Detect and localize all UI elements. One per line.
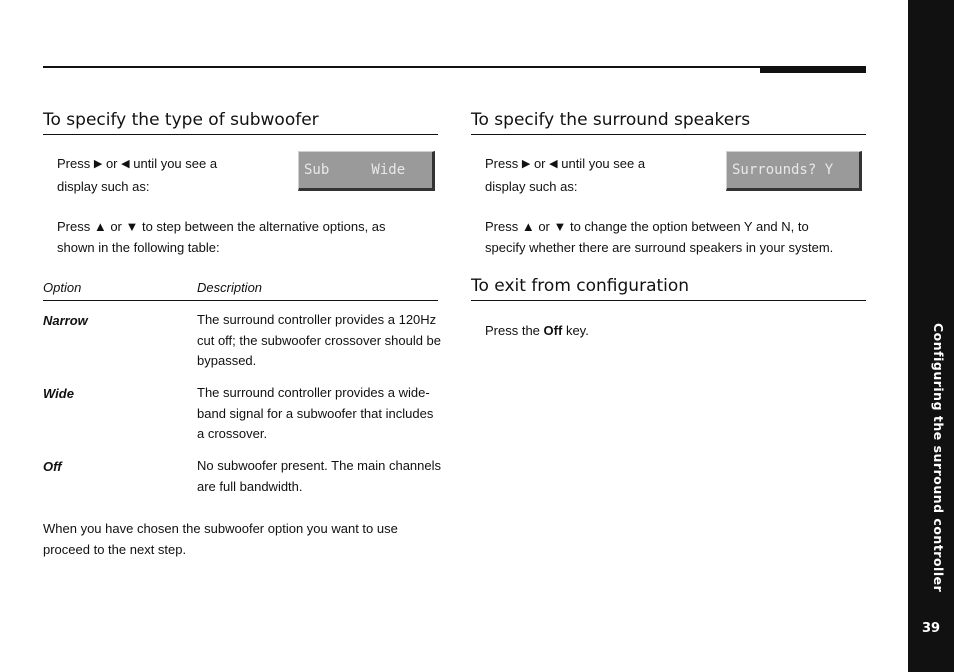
off-key-label: Off [543,323,563,338]
intro-display-label: display such as: [57,179,150,194]
intro-or-label: or [105,156,118,171]
surround-step-text [485,216,865,258]
description-wide: The surround controller provides a wide-band signal for a subwoofer that includes a crossover. [197,385,434,441]
closing-line-2: proceed to the next step. [43,542,187,557]
intro-until-label: until you see a [561,156,646,171]
step-line-2: specify whether there are surround speakers in your system. [485,240,834,255]
heading-subwoofer-type: To specify the type of subwoofer [43,110,438,135]
closing-line-1: When you have chosen the subwoofer option you want to use [43,521,398,536]
option-wide: Wide [43,386,74,401]
intro-display-label: display such as: [485,179,578,194]
page-number: 39 [921,621,941,636]
description-off: No subwoofer present. The main channels are full bandwidth. [197,458,442,494]
option-off: Off [43,459,62,474]
subwoofer-intro-text [57,153,287,197]
heading-surround-speakers: To specify the surround speakers [471,110,866,135]
option-narrow: Narrow [43,313,88,328]
intro-or-label: or [533,156,546,171]
table-header-option: Option [43,280,82,295]
intro-press-label: Press [57,156,91,171]
top-rule-accent [760,66,866,73]
intro-press-label: Press [485,156,519,171]
chapter-title: Configuring the surround controller [931,323,946,593]
right-arrow-icon: ▶ [521,158,531,170]
subwoofer-closing-text [43,518,438,560]
display-surrounds: Surrounds? Y [726,151,862,191]
right-arrow-icon: ▶ [93,158,103,170]
top-rule [43,66,760,68]
left-arrow-icon: ◀ [549,158,558,170]
table-header-description: Description [197,280,263,295]
step-line-1: Press ▲ or ▼ to step between the alternative options, as [57,219,386,234]
intro-until-label: until you see a [133,156,218,171]
left-arrow-icon: ◀ [121,158,130,170]
description-narrow: The surround controller provides a 120Hz cut off; the subwoofer crossover should be bypassed. [197,312,442,368]
table-rule [43,300,438,301]
step-line-2: shown in the following table: [57,240,220,255]
subwoofer-step-text [57,216,437,258]
exit-key-label: key. [565,323,589,338]
exit-instruction [485,320,865,341]
step-line-1: Press ▲ or ▼ to change the option between Y and N, to [485,219,809,234]
display-sub-wide: Sub Wide [298,151,435,191]
heading-exit-configuration: To exit from configuration [471,276,866,301]
surround-intro-text [485,153,715,197]
exit-press-label: Press the [485,323,540,338]
